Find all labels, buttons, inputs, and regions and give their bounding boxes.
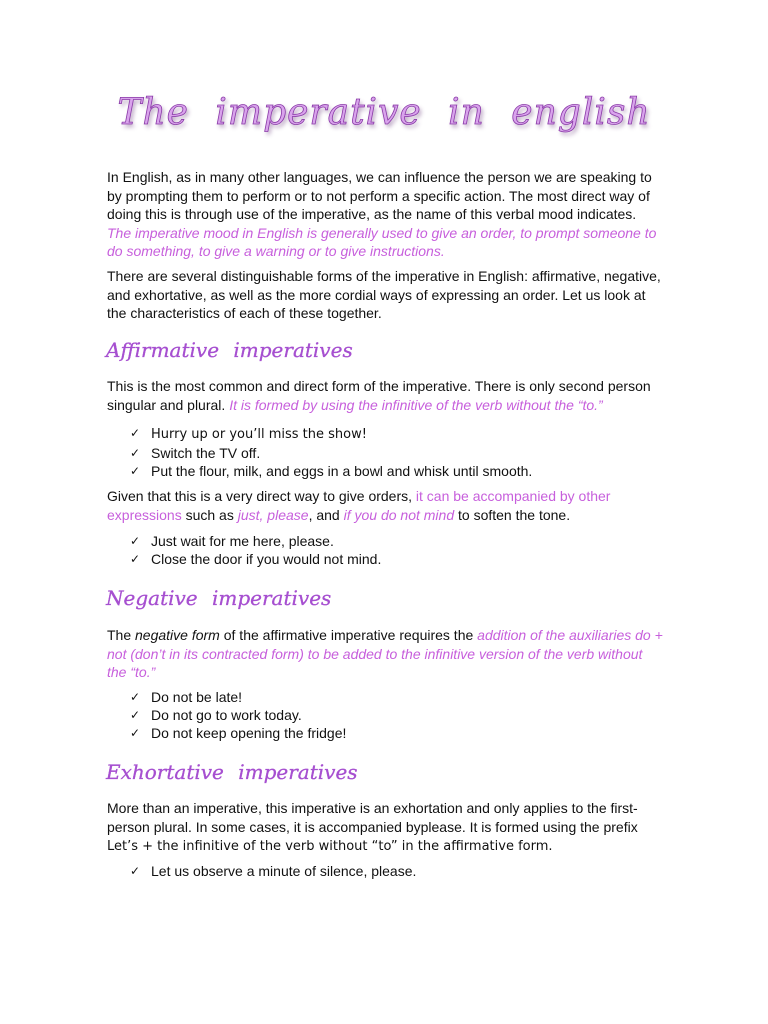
- intro-highlight: The imperative mood in English is generally used to give an order, to prompt someone to do something, to give a warning or to give instructions.: [107, 224, 657, 259]
- check-icon: ✓: [130, 690, 141, 704]
- list-item: ✓ Just wait for me here, please.: [130, 533, 334, 549]
- intro-text: In English, as in many other languages, we can influence the person we are speaking to by prompting them to perform or to not perform a specific action. The most direct way of doing this is through use of the imperative, as the name of this verbal mood indicates.: [107, 169, 652, 222]
- check-icon: ✓: [130, 446, 141, 460]
- list-item: ✓ Do not keep opening the fridge!: [130, 725, 347, 741]
- list-item: ✓ Hurry up or you’ll miss the show!: [130, 426, 367, 442]
- exhortative-examples: [130, 862, 416, 880]
- negative-paragraph: The negative form of the affirmative imperative requires the addition of the auxiliaries do + not (don’t in its contracted form) to be added to the infinitive version of the verb without the “to.”: [107, 627, 663, 680]
- affirmative-text: This is the most common and direct form of the imperative. There is only second person singular and plural.: [107, 378, 651, 413]
- check-icon: ✓: [130, 552, 141, 566]
- page-title: The imperative in english: [117, 92, 651, 133]
- check-icon: ✓: [130, 534, 141, 548]
- list-item: ✓ Let us observe a minute of silence, please.: [130, 863, 417, 879]
- affirmative-examples: [130, 424, 532, 480]
- check-icon: ✓: [130, 864, 141, 878]
- check-icon: ✓: [130, 464, 141, 478]
- exhortative-heading: Exhortative imperatives: [106, 760, 358, 784]
- affirmative-paragraph-2: Given that this is a very direct way to give orders, it can be accompanied by other expressions such as just, please, and if you do not mind to soften the tone.: [107, 488, 611, 523]
- negative-heading: Negative imperatives: [106, 586, 332, 610]
- intro-paragraph-2: There are several distinguishable forms of the imperative in English: affirmative, negative, and exhortative, as well as the more cordial ways of expressing an order. Let us look at the characteristics of each of these together.: [107, 268, 661, 321]
- check-icon: ✓: [130, 726, 141, 740]
- exhortative-paragraph: More than an imperative, this imperative is an exhortation and only applies to the first-person plural. In some cases, it is accompanied byplease. It is formed using the prefix Let’s + the infinitive of the verb without “to” in the affirmative form.: [107, 800, 638, 854]
- intro-paragraph-1: [107, 168, 663, 261]
- affirmative-heading: Affirmative imperatives: [106, 338, 353, 362]
- check-icon: ✓: [130, 708, 141, 722]
- list-item: ✓ Put the flour, milk, and eggs in a bowl and whisk until smooth.: [130, 463, 533, 479]
- list-item: ✓ Do not be late!: [130, 689, 243, 705]
- list-item: ✓ Switch the TV off.: [130, 445, 261, 461]
- negative-examples: [130, 688, 346, 742]
- affirmative-paragraph-1: [107, 377, 663, 414]
- check-icon: ✓: [130, 426, 141, 440]
- affirmative-examples-2: [130, 532, 381, 568]
- list-item: ✓ Close the door if you would not mind.: [130, 551, 382, 567]
- list-item: ✓ Do not go to work today.: [130, 707, 302, 723]
- affirmative-highlight: It is formed by using the infinitive of the verb without the “to.”: [229, 396, 603, 413]
